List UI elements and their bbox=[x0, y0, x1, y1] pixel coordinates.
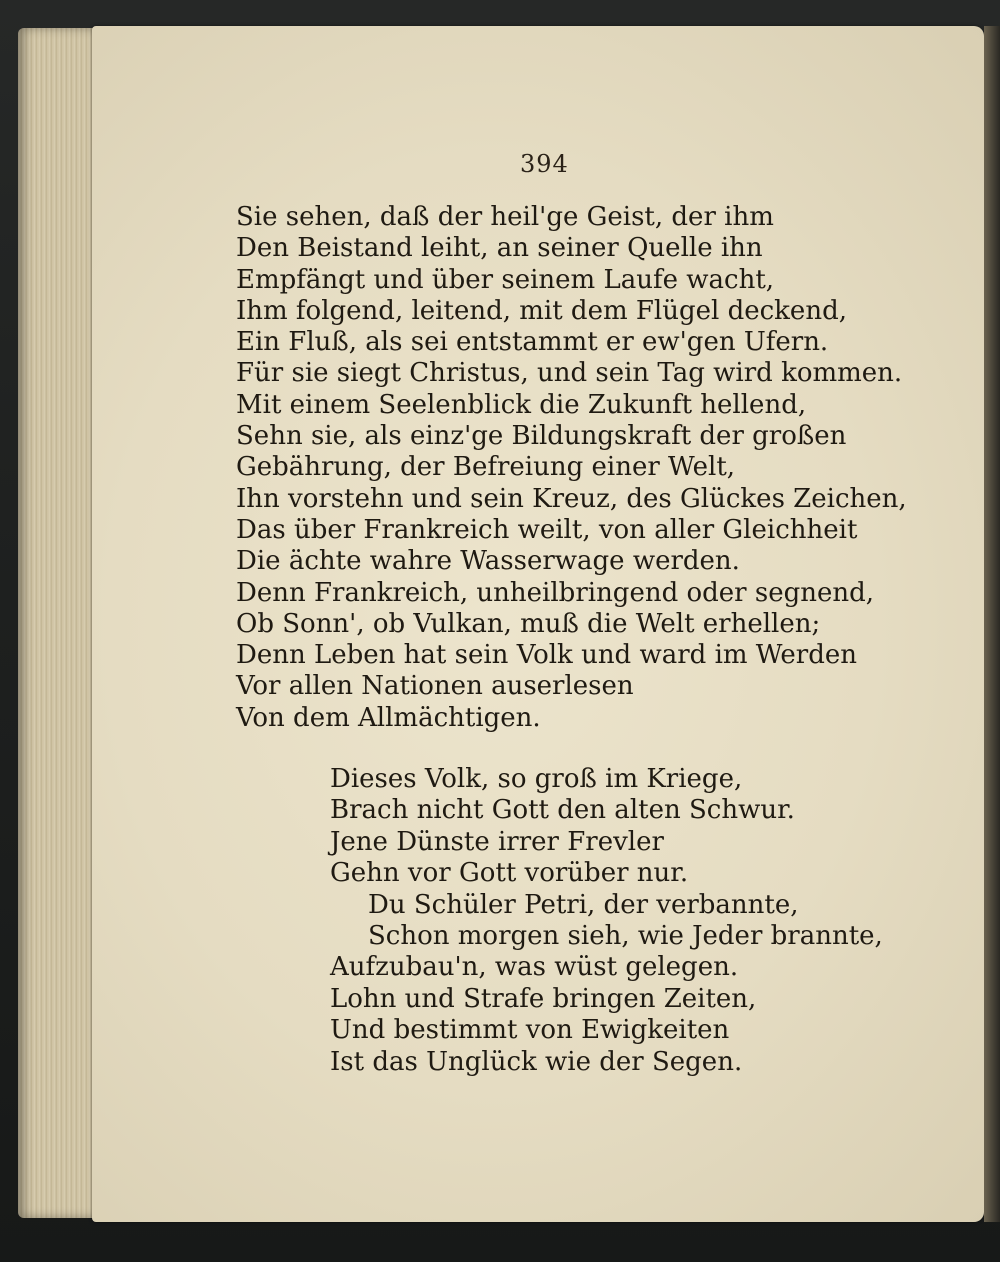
verse-line: Vor allen Nationen auserlesen bbox=[236, 671, 634, 702]
verse-line: Jene Dünste irrer Frevler bbox=[330, 826, 664, 857]
verse-line: Dieses Volk, so groß im Kriege, bbox=[330, 764, 743, 794]
verse-line: Sie sehen, daß der heil'ge Geist, der ihm bbox=[236, 202, 774, 232]
stanza-1 bbox=[236, 202, 907, 734]
verse-line: Ist das Unglück wie der Segen. bbox=[330, 1046, 743, 1077]
verse-line: Sehn sie, als einz'ge Bildungskraft der großen bbox=[236, 421, 847, 452]
stanza-2 bbox=[330, 764, 883, 1078]
verse-line: Denn Frankreich, unheilbringend oder segnend, bbox=[236, 577, 875, 608]
verse-line: Das über Frankreich weilt, von aller Gleichheit bbox=[236, 514, 858, 545]
verse-line-indented: Du Schüler Petri, der verbannte, bbox=[368, 889, 799, 920]
verse-line: Ihm folgend, leitend, mit dem Flügel deckend, bbox=[236, 295, 847, 326]
verse-line: Lohn und Strafe bringen Zeiten, bbox=[330, 983, 757, 1014]
verse-line: Brach nicht Gott den alten Schwur. bbox=[330, 795, 795, 826]
verse-line: Denn Leben hat sein Volk und ward im Werden bbox=[236, 640, 857, 671]
verse-line: Und bestimmt von Ewigkeiten bbox=[330, 1015, 730, 1046]
verse-line: Gebährung, der Befreiung einer Welt, bbox=[236, 452, 736, 483]
verse-line: Ob Sonn', ob Vulkan, muß die Welt erhellen; bbox=[236, 608, 821, 639]
verse-line: Ein Fluß, als sei entstammt er ew'gen Ufern. bbox=[236, 327, 829, 358]
verse-line: Ihn vorstehn und sein Kreuz, des Glückes Zeichen, bbox=[236, 483, 907, 514]
verse-line: Die ächte wahre Wasserwage werden. bbox=[236, 546, 740, 577]
verse-line-indented: Schon morgen sieh, wie Jeder brannte, bbox=[368, 920, 883, 951]
verse-line: Für sie siegt Christus, und sein Tag wird kommen. bbox=[236, 358, 903, 389]
verse-line: Mit einem Seelenblick die Zukunft hellend, bbox=[236, 389, 807, 420]
verse-line: Empfängt und über seinem Laufe wacht, bbox=[236, 264, 775, 295]
verse-line: Aufzubau'n, was wüst gelegen. bbox=[330, 952, 739, 983]
verse-line: Von dem Allmächtigen. bbox=[236, 702, 541, 733]
verse-line: Den Beistand leiht, an seiner Quelle ihn bbox=[236, 233, 763, 264]
page-number: 394 bbox=[520, 150, 569, 178]
verse-line: Gehn vor Gott vorüber nur. bbox=[330, 858, 689, 889]
right-page-edge bbox=[984, 26, 1000, 1222]
